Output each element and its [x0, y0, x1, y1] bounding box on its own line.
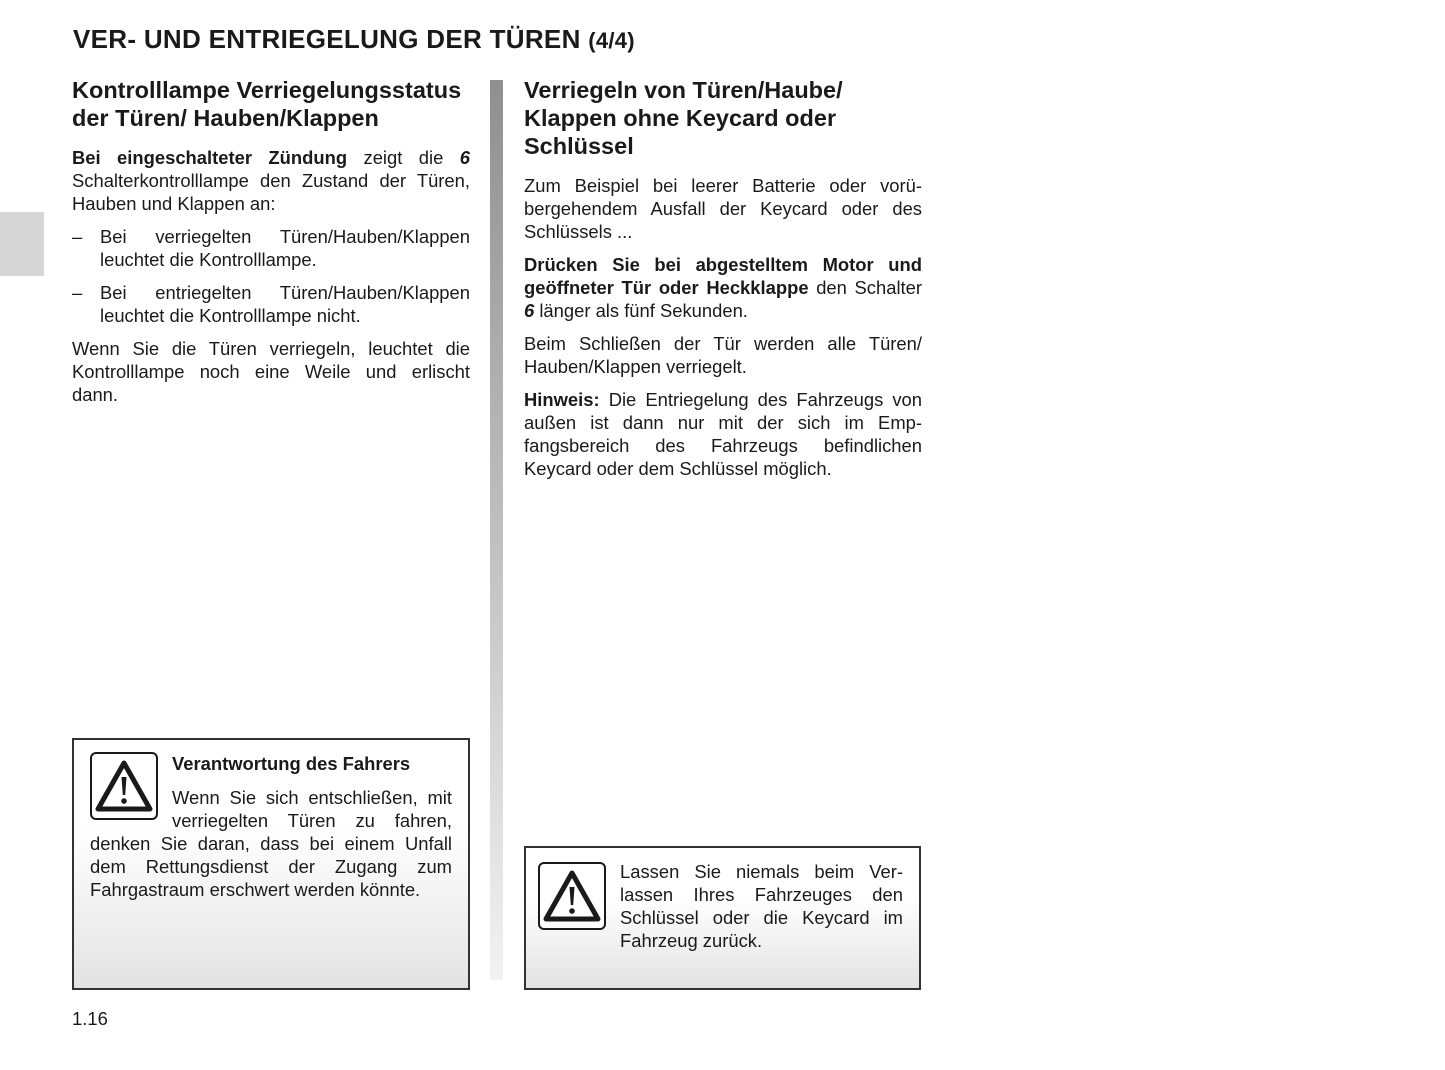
list-item	[72, 225, 470, 271]
bullet-dash: –	[72, 282, 83, 303]
page-number: 1.16	[72, 1008, 108, 1029]
warning-text: Wenn Sie sich entschließen, mit verriegelten Türen zu fahren, denken Sie daran, dass bei einem Unfall dem Rettungsdienst der Zugang zum Fahrgastraum erschwert werden könnte.	[90, 787, 452, 900]
left-intro	[72, 146, 470, 215]
list-item-text: Bei verriegelten Türen/Hauben/Klappen leuchtet die Kontrolllampe.	[100, 226, 470, 270]
note-text: Die Entriegelung des Fahrzeugs von außen ist dann nur mit der sich im Empfangsbereich des Fahrzeugs befindlichen Keycard oder dem Schlüssel möglich.	[524, 389, 922, 479]
right-para-2	[524, 253, 922, 322]
right-para-3: Beim Schließen der Tür werden alle Türen/ Hauben/Klappen verriegelt.	[524, 333, 922, 377]
column-divider	[490, 80, 503, 980]
right-para-2-text-1: den Schalter	[808, 277, 922, 298]
left-intro-bold: Bei eingeschalteter Zündung	[72, 147, 348, 168]
bullet-dash: –	[72, 226, 83, 247]
left-heading: Kontrolllampe Verriegelungsstatus der Türen/ Hauben/Klappen	[72, 77, 462, 131]
warning-text: Lassen Sie niemals beim Verlassen Ihres Fahrzeuges den Schlüssel oder die Keycard im Fahrzeug zurück.	[620, 861, 903, 951]
section-tab-marker	[0, 212, 44, 276]
left-intro-text-1: zeigt die	[347, 147, 460, 168]
warning-title: Verantwortung des Fahrers	[172, 753, 411, 774]
switch-reference: 6	[524, 300, 535, 321]
page-title-main: VER- UND ENTRIEGELUNG DER TÜREN	[73, 24, 581, 54]
right-para-2-text-2: länger als fünf Sekunden.	[534, 300, 748, 321]
warning-triangle-icon	[90, 752, 158, 820]
page-title	[73, 24, 635, 55]
note-label: Hinweis:	[524, 389, 600, 410]
left-closing: Wenn Sie die Türen verriegeln, leuchtet die Kontrolllampe noch eine Weile und erlischt dann.	[72, 338, 470, 405]
warning-box-driver-responsibility	[72, 738, 470, 990]
left-intro-text-2: Schalterkontrolllampe den Zustand der Türen, Hauben und Klappen an:	[72, 170, 470, 214]
right-para-2-bold: Drücken Sie bei abgestelltem Motor und geöffneter Tür oder Heckklappe	[524, 254, 922, 298]
warning-box-key-reminder	[524, 846, 921, 990]
right-note	[524, 388, 922, 480]
switch-reference: 6	[459, 147, 470, 168]
page-title-suffix: (4/4)	[588, 28, 635, 53]
right-para-1: Zum Beispiel bei leerer Batterie oder vorübergehendem Ausfall der Keycard oder des Schlüssels ...	[524, 175, 922, 242]
list-item-text: Bei entriegelten Türen/Hauben/Klappen leuchtet die Kontrolllampe nicht.	[100, 282, 470, 326]
right-heading: Verriegeln von Türen/Haube/ Klappen ohne Keycard oder Schlüssel	[524, 77, 843, 159]
left-column	[72, 76, 470, 416]
warning-triangle-icon	[538, 862, 606, 930]
list-item	[72, 281, 470, 327]
right-column	[524, 76, 922, 490]
